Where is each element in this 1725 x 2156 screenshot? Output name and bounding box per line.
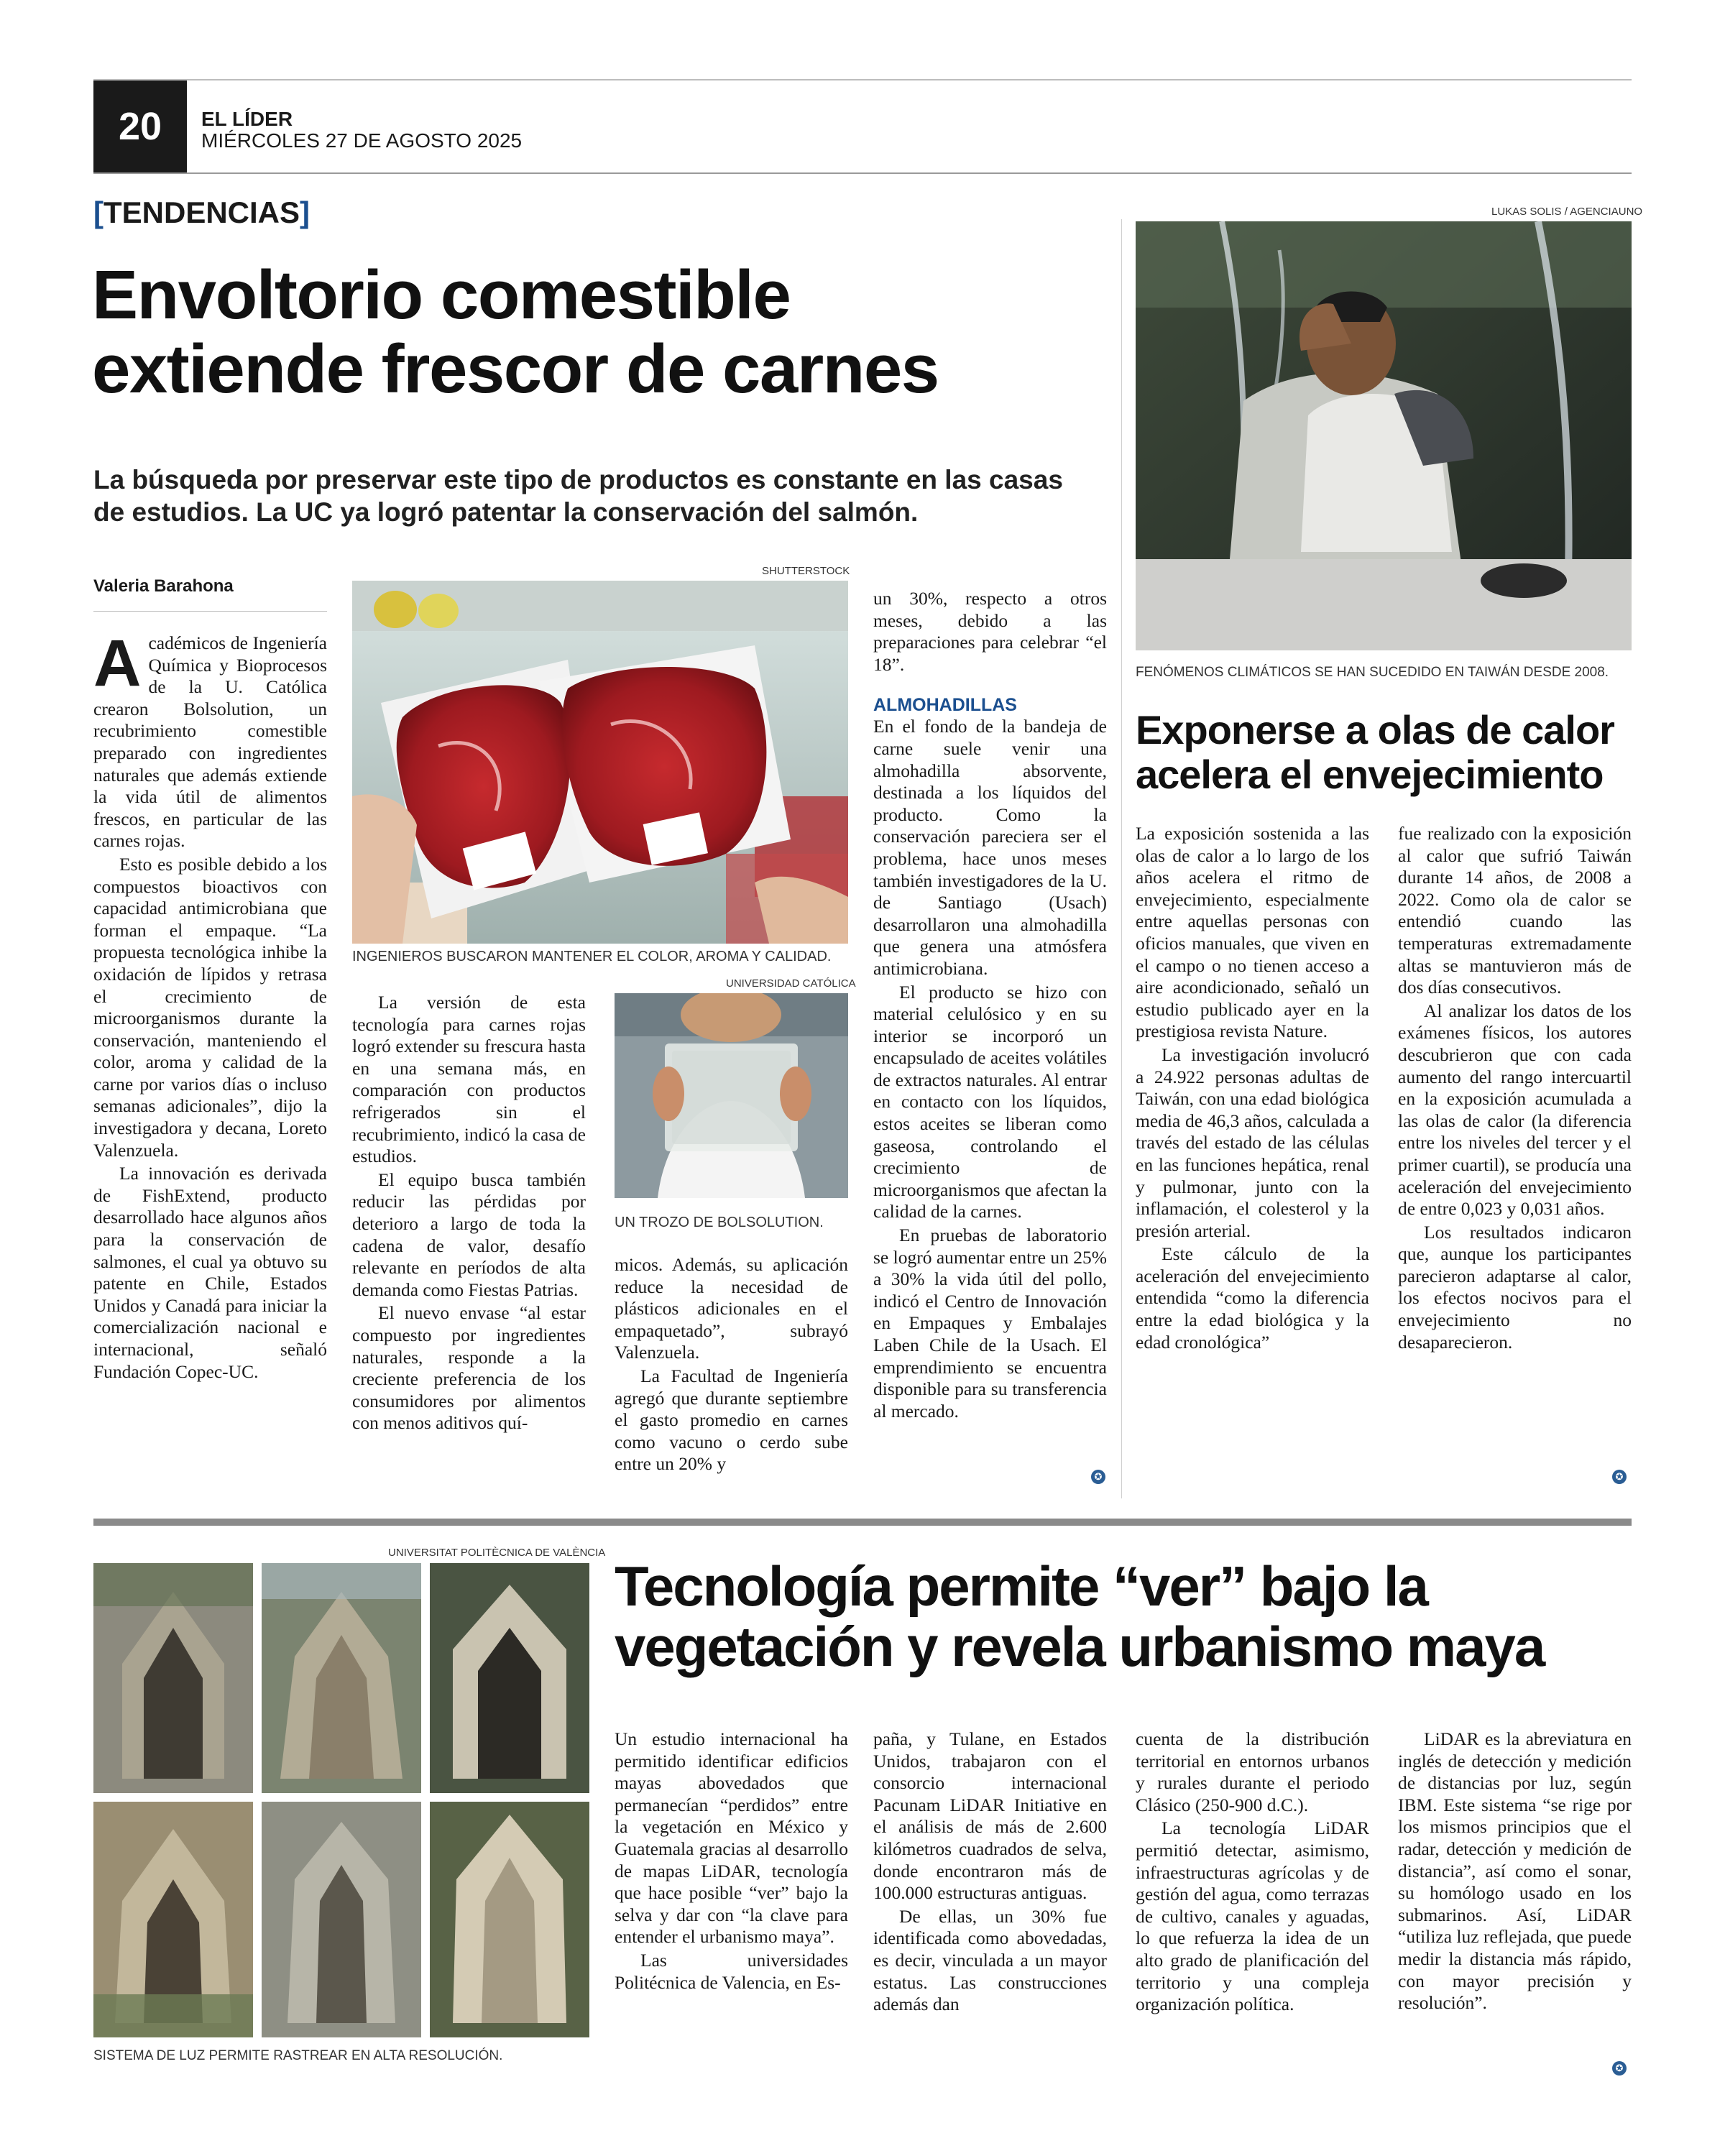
article1-photo2-caption: UN TROZO DE BOLSOLUTION. — [615, 1215, 824, 1230]
article2-col1-para3: Este cálculo de la aceleración del envejecimiento entendida “como la diferencia entre la edad biológica y la edad cronológica” — [1136, 1243, 1369, 1353]
section-divider — [93, 1519, 1632, 1526]
article3-column-4 — [1398, 1728, 1632, 2016]
article1-col2-para3: El nuevo envase “al estar compuesto por ingredientes naturales, responde a la creciente preferencia de los consumidores por alimentos con menos aditivos quí- — [352, 1302, 586, 1434]
meat-tray-illustration — [352, 581, 848, 944]
article3-photo-caption: SISTEMA DE LUZ PERMITE RASTREAR EN ALTA RESOLUCIÓN. — [93, 2048, 503, 2063]
article2-headline-line1: Exponerse a olas de calor — [1136, 707, 1614, 752]
section-tag: [TENDENCIAS] — [93, 195, 310, 229]
header-rule — [93, 172, 1632, 174]
article2-column-2 — [1398, 823, 1632, 1355]
article1-column-2 — [352, 992, 586, 1436]
article1-col2-para1: La versión de esta tecnología para carnes rojas logró extender su frescura hasta en una semana más, en comparación con productos refrigerados sin el recubrimiento, indicó la casa de estudios. — [352, 992, 586, 1167]
article1-column-1 — [93, 627, 327, 1384]
article3-headline-line2: vegetación y revela urbanismo maya — [615, 1615, 1545, 1679]
article3-end-icon: ✪ — [1612, 2061, 1627, 2076]
maya-vaults-illustration — [93, 1563, 589, 2037]
article1-end-icon: ✪ — [1091, 1470, 1105, 1484]
article2-photo-caption: FENÓMENOS CLIMÁTICOS SE HAN SUCEDIDO EN TAIWÁN DESDE 2008. — [1136, 665, 1609, 680]
article1-col4-para3: El producto se hizo con material celulósico y en su interior se incorporó un encapsulado de aceites volátiles de extractos naturales. Al entrar en contacto con los líquidos, estos aceites se liberan como gaseosa, controlando el crecimiento de microorganismos que afectan la calidad de la carnes. — [873, 981, 1107, 1222]
maya-vault-photo-grid — [93, 1563, 589, 2037]
article3-photo-credit: UNIVERSITAT POLITÈCNICA DE VALÈNCIA — [388, 1547, 606, 1559]
article2-col1-para1: La exposición sostenida a las olas de calor a lo largo de los años acelera el ritmo de envejecimiento, especialmente entre aquellas personas con oficios manuales, que viven en el campo o no tienen acceso a aire acondicionado, señaló un estudio publicado ayer en la prestigiosa revista Nature. — [1136, 823, 1369, 1042]
article1-col1-para1 — [93, 627, 327, 852]
article3-col4-para1: LiDAR es la abreviatura en inglés de detección y medición de distancias por luz, según IBM. Este sistema “se rige por los mismos principios que el radar, detección y medición de distancia”, así como el sonar, su homólogo usado en los submarinos. Así, LiDAR “utiliza luz reflejada, que puede medir la distancia más rápido, con mayor precisión y resolución”. — [1398, 1728, 1632, 2014]
paper-date: MIÉRCOLES 27 DE AGOSTO 2025 — [201, 129, 523, 152]
article1-col4-para2: En el fondo de la bandeja de carne suele venir una almohadilla absorvente, destinada a los líquidos del producto. Como la conservación pareciera ser el problema, hace unos meses también investigadores de la U. de Santiago (Usach) desarrollaron una almohadilla que genera una atmósfera antimicrobiana. — [873, 716, 1107, 979]
article1-col3-para2: La Facultad de Ingeniería agregó que durante septiembre el gasto promedio en carnes como vacuno o cerdo sube entre un 20% y — [615, 1365, 848, 1475]
article3-headline-line1: Tecnología permite “ver” bajo la — [615, 1554, 1427, 1618]
article3-col2-para1: paña, y Tulane, en Estados Unidos, trabajaron con el consorcio internacional Pacunam LiDAR Initiative en el análisis de más de 2.600 kilómetros cuadrados de selva, donde encontraron más de 100.000 estructuras antiguas. — [873, 1728, 1107, 1904]
article1-deck-line2: de estudios. La UC ya logró patentar la conservación del salmón. — [93, 497, 919, 528]
bolsolution-photo — [615, 993, 848, 1198]
article3-col3-para2: La tecnología LiDAR permitió detectar, asimismo, infraestructuras agrícolas y de gestión del agua, como terrazas de cultivo, canales y aguadas, lo que refuerza la idea de un alto grado de planificación del territorio y una compleja organización política. — [1136, 1818, 1369, 2015]
paper-name: EL LÍDER — [201, 108, 293, 130]
meat-tray-photo — [352, 581, 848, 944]
article1-subhead: ALMOHADILLAS — [873, 695, 1017, 716]
article1-col1-para2: Esto es posible debido a los compuestos bioactivos con capacidad antimicrobiana que forman el empaque. “La propuesta tecnológica inhibe la oxidación de lípidos y retrasa el crecimiento de microorganismos durante la conservación, manteniendo el color, aroma y calidad de la carne por varios días o incluso semanas adicionales”, dijo la investigadora y decana, Loreto Valenzuela. — [93, 853, 327, 1161]
article1-col3-para1: micos. Además, su aplicación reduce la necesidad de plásticos adicionales en el empaquetado”, subrayó Valenzuela. — [615, 1254, 848, 1363]
bolsolution-film-illustration — [615, 993, 848, 1198]
article3-col1-para2: Las universidades Politécnica de Valencia, en Es- — [615, 1949, 848, 1993]
byline-rule — [93, 611, 327, 612]
article2-photo-credit: LUKAS SOLIS / AGENCIAUNO — [1491, 206, 1643, 218]
article3-column-3 — [1136, 1728, 1369, 2017]
article2-col2-para1: fue realizado con la exposición al calor que sufrió Taiwán durante 14 años, de 2008 a 2022. Como ola de calor se entendió cuando las temperaturas extremadamente altas se mantuvieron más de dos días consecutivos. — [1398, 823, 1632, 998]
article2-end-icon: ✪ — [1612, 1470, 1627, 1484]
article2-col2-para2: Al analizar los datos de los exámenes físicos, los autores descubrieron que con cada aumento del rango intercuartil en la exposición acumulada a las olas de calor (la diferencia entre los niveles del tercer y el primer cuartil), se producía una aceleración del envejecimiento de entre 0,023 y 0,031 años. — [1398, 1000, 1632, 1220]
article1-column-3 — [615, 1254, 848, 1477]
article3-column-2 — [873, 1728, 1107, 2017]
article2-col2-para3: Los resultados indicaron que, aunque los participantes parecieron adaptarse al calor, los efectos nocivos para el envejecimiento no desaparecieron. — [1398, 1221, 1632, 1353]
article2-col1-para2: La investigación involucró a 24.922 personas adultas de Taiwán, con una edad biológica media de 46,3 años, calculada a través del estado de las células en las funciones hepática, renal y pulmonar, junto con la inflamación, el colesterol y la presión arterial. — [1136, 1044, 1369, 1241]
article1-photo1-credit: SHUTTERSTOCK — [762, 565, 850, 577]
article1-col4-para1: un 30%, respecto a otros meses, debido a las preparaciones para celebrar “el 18”. — [873, 588, 1107, 675]
article2-headline-line2: acelera el envejecimiento — [1136, 751, 1604, 797]
article1-headline-line2: extiende frescor de carnes — [92, 330, 939, 407]
article1-deck-line1: La búsqueda por preservar este tipo de productos es constante en las casas — [93, 465, 1063, 494]
column-divider — [1121, 219, 1122, 1498]
article1-dropcap: A — [93, 627, 142, 700]
article1-col1-para1-text: cadémicos de Ingeniería Química y Bioprocesos de la U. Católica crearon Bolsolution, un recubrimiento comestible preparado con ingredientes naturales que además extiende la vida útil de alimentos frescos, en particular de las carnes rojas. — [93, 632, 327, 852]
article1-headline — [92, 259, 939, 406]
article1-col2-para2: El equipo busca también reducir las pérdidas por deterioro a largo de toda la cadena de valor, desafío relevante en períodos de alta demanda como Fiestas Patrias. — [352, 1169, 586, 1300]
article1-col4-para4: En pruebas de laboratorio se logró aumentar entre un 25% a 30% la vida útil del pollo, indicó el Centro de Innovación en Empaques y Embalajes Laben Chile de la Usach. El emprendimiento se encuentra disponible para su transferencia al mercado. — [873, 1225, 1108, 1422]
article1-col1-para3: La innovación es derivada de FishExtend, producto desarrollado hace algunos años para la conservación de salmones, el cual ya obtuvo su patente en Chile, Estados Unidos y Canadá para iniciar la comercialización nacional e internacional, señaló Fundación Copec-UC. — [93, 1163, 327, 1382]
article3-headline — [615, 1556, 1544, 1677]
top-rule — [93, 79, 1632, 80]
article3-col2-para2: De ellas, un 30% fue identificada como abovedadas, es decir, vinculada a un mayor estatus. Las construcciones además dan — [873, 1905, 1107, 2015]
article3-col1-para1: Un estudio internacional ha permitido identificar edificios mayas abovedados que permanecían “perdidos” entre la vegetación en México y Guatemala gracias al desarrollo de mapas LiDAR, tecnología que hace posible “ver” bajo la selva y dar con “la clave para entender el urbanismo maya”. — [615, 1728, 848, 1948]
heatwave-photo — [1136, 221, 1632, 650]
article1-column-4 — [873, 588, 1107, 1424]
section-tag-label: TENDENCIAS — [104, 195, 300, 229]
article1-deck — [93, 464, 1063, 528]
article1-headline-line1: Envoltorio comestible — [92, 257, 791, 333]
article2-headline — [1136, 708, 1614, 796]
article1-byline: Valeria Barahona — [93, 576, 234, 596]
article3-col3-para1: cuenta de la distribución territorial en entornos urbanos y rurales durante el periodo Clásico (250-900 d.C.). — [1136, 1728, 1369, 1815]
heatwave-fountain-illustration — [1136, 221, 1632, 650]
page-number: 20 — [93, 80, 187, 172]
article1-photo2-credit: UNIVERSIDAD CATÓLICA — [726, 977, 856, 990]
article2-column-1 — [1136, 823, 1369, 1355]
article1-photo1-caption: INGENIEROS BUSCARON MANTENER EL COLOR, AROMA Y CALIDAD. — [352, 949, 832, 964]
article3-column-1 — [615, 1728, 848, 1995]
